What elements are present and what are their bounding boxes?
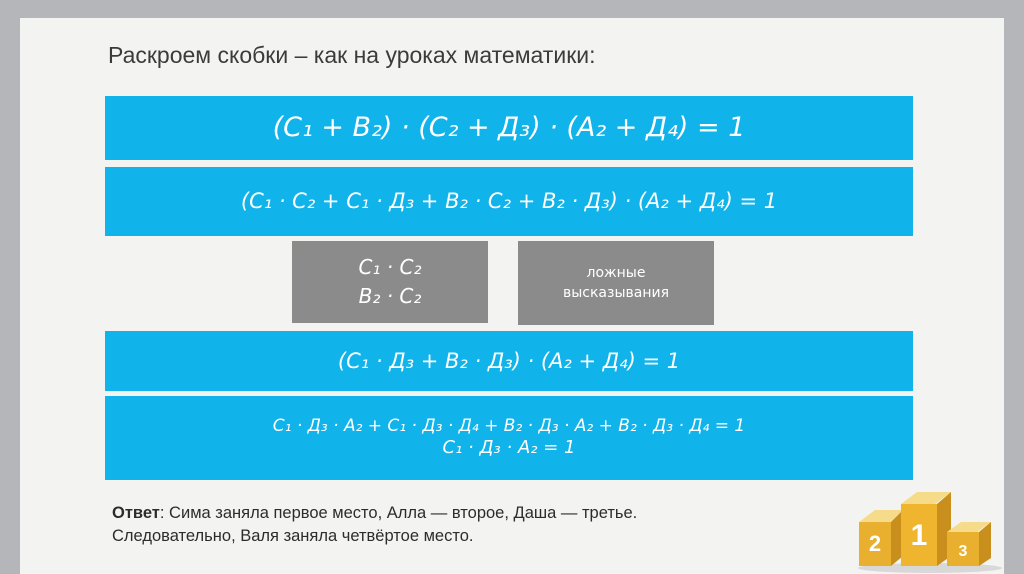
slide xyxy=(20,18,1004,574)
false-term-1: С₁ · С₂ xyxy=(358,255,422,279)
false-terms-box xyxy=(292,241,488,323)
podium-first-label: 1 xyxy=(910,519,928,552)
slide-title: Раскроем скобки – как на уроках математики: xyxy=(108,42,596,68)
podium-icon xyxy=(855,488,1005,573)
answer-text-2: Следовательно, Валя заняла четвёртое место. xyxy=(112,527,474,546)
false-term-2: В₂ · С₂ xyxy=(358,284,422,308)
equation-1: (С₁ + В₂) · (С₂ + Д₃) · (А₂ + Д₄) = 1 xyxy=(272,112,746,144)
equation-2: (С₁ · С₂ + С₁ · Д₃ + В₂ · С₂ + В₂ · Д₃) · (А₂ + Д₄) = 1 xyxy=(240,189,778,214)
equation-band-2 xyxy=(105,167,913,236)
equation-4: С₁ · Д₃ · А₂ + С₁ · Д₃ · Д₄ + В₂ · Д₃ · А₂ + В₂ · Д₃ · Д₄ = 1 xyxy=(272,416,746,437)
equation-5: С₁ · Д₃ · А₂ = 1 xyxy=(442,437,576,459)
false-label-line-2: высказывания xyxy=(562,285,670,301)
answer-text-1: : Сима заняла первое место, Алла — второе, Даша — третье. xyxy=(159,504,638,522)
answer-label: Ответ xyxy=(112,504,160,522)
equation-band-1 xyxy=(105,96,913,160)
equation-3: (С₁ · Д₃ + В₂ · Д₃) · (А₂ + Д₄) = 1 xyxy=(337,348,681,373)
podium-third-label: 3 xyxy=(958,543,968,560)
answer-block xyxy=(112,502,812,548)
equation-band-4 xyxy=(105,396,913,480)
false-label-line-1: ложные xyxy=(586,264,646,281)
podium-second-label: 2 xyxy=(868,531,882,556)
false-statements-label-box xyxy=(518,241,714,325)
equation-band-3 xyxy=(105,331,913,391)
